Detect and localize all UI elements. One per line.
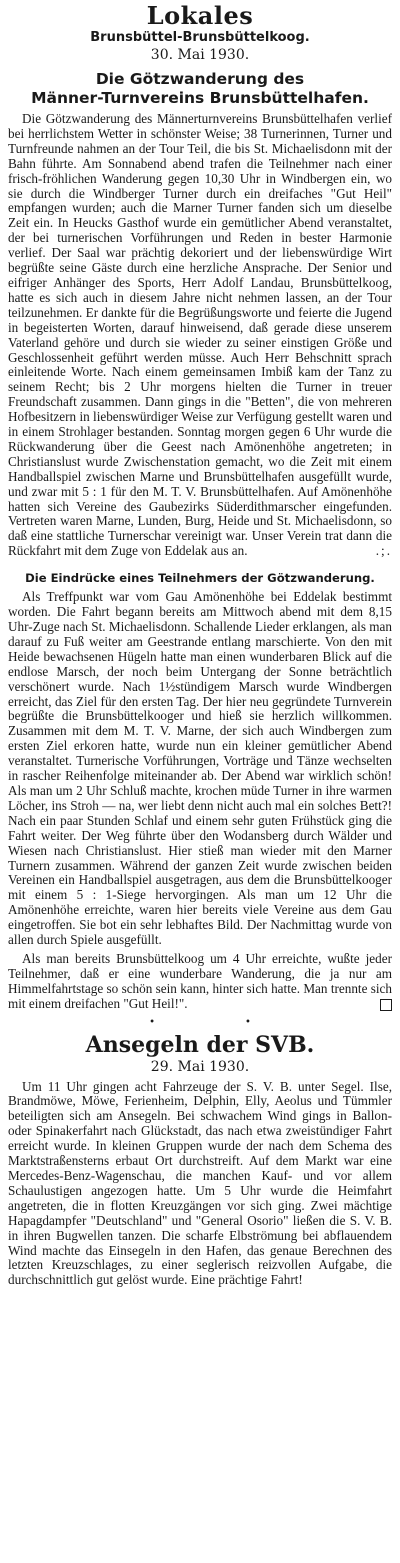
issue-date: 30. Mai 1930. (150, 47, 250, 63)
article-body-text: Die Götzwanderung des Männerturnvereins Brunsbüttelhafen verlief bei herrlichstem Wetter in schönster Weise; 38 Turnerinnen, Turner und Turnfreunde nahmen an der Tour Teil, die bis St. Michaelisdonn mit der Bahn führte. Am Sonnabend abend trafen die Teilnehmer nach einer frisch-fröhlichen Wanderung gegen 10,30 Uhr in Windbergen ein, wo sie durch die Windberger Turner durch ein dreifaches "Gut Heil" empfangen wurden; auch die Marner Turner fanden sich um dieselbe Zeit ein. In Heucks Gasthof wurde ein gemütlicher Abend veranstaltet, der bei turnerischen Vorführungen und Reden in bester Harmonie verlief. Der Saal war prächtig dekoriert und der liebenswürdige Wirt begrüßte seine Gäste durch eine herzliche Ansprache. Der Senior und eifriger Anhänger des Sports, Herr Adolf Landau, Brunsbüttelkoog, hatte es sich auch in diesem Jahre nicht nehmen lassen, an der Tour teilzunehmen. Er dankte für die Begrüßungsworte und feierte die Jugend in begeisterten Worten, darauf hinweisend, daß gerade diese unserem Vaterland gehöre und durch sie wieder zu seiner einstigen Größe und Geschlossenheit geführt werden müsse. Auch Herr Behschnitt sprach einleitende Worte. Nach einem gemeinsamen Imbiß kam der Tanz zu seinem Recht; bis 2 Uhr morgens hielten die Turner in treuer Freundschaft zusammen. Dann gings in die "Betten", die von mehreren Hofbesitzern in liebenswürdiger Weise zur Verfügung gestellt waren und in einem Strohlager bestanden. Sonntag morgen gegen 6 Uhr wurde die Rückwanderung über die Geest nach Amönenhöhe angetreten; in Christianslust wurde Zwischenstation gemacht, wo die Zeit mit einem Handballspiel zwischen Marne und Brunsbüttelhafen ausgefüllt wurde, und zwar mit 5 : 1 für den M. T. V. Brunsbüttelhafen. Auf Amönenhöhe hatten sich Vereine des Gaubezirks Süderdithmarscher eingefunden. Vertreten waren Marne, Lunden, Burg, Heide und St. Michaelisdonn, so daß eine stattliche Turnerschar vereinigt war. Unser Verein trat dann die Rückfahrt mit dem Zuge von Eddelak aus an. (8, 111, 392, 559)
article-goetzwanderung (8, 70, 392, 559)
section-title: Lokales (146, 1, 254, 30)
article-paragraph-closing (8, 952, 392, 1012)
article-date: 29. Mai 1930. (150, 1058, 250, 1075)
dateline: Brunsbüttel-Brunsbüttelkoog. (90, 30, 310, 45)
article-title: Ansegeln der SVB. (85, 1031, 315, 1058)
end-box-icon (380, 999, 392, 1011)
separator-dot-left-icon: • (149, 1016, 155, 1028)
article-subhead: Die Eindrücke eines Teilnehmers der Götzwanderung. (25, 571, 375, 586)
separator-dot-right-icon: • (245, 1016, 251, 1028)
article-body: Um 11 Uhr gingen acht Fahrzeuge der S. V. B. unter Segel. Ilse, Brandmöwe, Möwe, Ferienheim, Delphin, Elly, Aeolus und Tümmler beteiligten sich am Ansegeln. Bei schwachem Wind gings in Ballon- oder Spinakerfahrt nach Glückstadt, das nach etwa zweistündiger Fahrt erreicht wurde. In kleinen Gruppen wurde der nach dem Schema des Marktstraßensterns erbaut Ort durchstreift. Auf dem Markt war eine Mercedes-Benz-Wagenschau, die manchen Kauf- und vor allem Schaulustigen angezogen hatte. Um 5 Uhr wurde die Heimfahrt angetreten, die in flotten Kreuzgängen vor sich ging. Zwei mächtige Hapagdampfer "Deutschland" und "General Osorio" ließen die S. V. B. in ihren Bugwellen tanzen. Die scharfe Elbströmung bei abflauendem Wind machte das Einsegeln in den Hafen, das genaue Berechnen des letzten Kreuzschlages, zu einer seglerisch reizvollen Aufgabe, die durchschnittlich gut gelöst wurde. Eine prächtige Fahrt! (8, 1078, 392, 1288)
section-separator (8, 1018, 392, 1028)
article-headline-line2: Männer-Turnvereins Brunsbüttelhafen. (31, 89, 369, 107)
article-paragraph-text: Als man bereits Brunsbüttelkoog um 4 Uhr erreichte, wußte jeder Teilnehmer, daß er eine wunderbare Wanderung, die ja nur am Himmelfahrtstage so schön sein kann, hinter sich hatte. Man trennte sich mit einem dreifachen "Gut Heil!". (8, 950, 392, 1011)
article-body (8, 112, 392, 559)
trail-mark: .;. (375, 543, 392, 559)
article-eindruecke (8, 571, 392, 1011)
article-headline-line1: Die Götzwanderung des (95, 70, 305, 88)
section-header (8, 2, 392, 64)
article-paragraph: Als Treffpunkt war vom Gau Amönenhöhe bei Eddelak bestimmt worden. Die Fahrt begann bereits am Mittwoch abend mit dem 8,15 Uhr-Zuge nach St. Michaelisdonn. Schallende Lieder erklangen, als man darauf zu Fuß weiter am Geestrande entlang marschierte. Von den mit Heide bewachsenen Hügeln hatte man einen wunderbaren Blick auf die endlose Marsch, der noch beim Untergang der Sonne beträchtlich verschönert wurde. Nach 1½stündigem Marsch wurde Windbergen erreicht, das Ziel für den ersten Tag. Der hier neu gegründete Turnverein begrüßte die Brunsbüttelkooger und hieß sie herzlich willkommen. Zusammen mit dem M. T. V. Marne, der sich auch Windbergen zum ersten Ziel erkoren hatte, wurde nun ein kleiner gemütlicher Abend veranstaltet. Turnerische Vorführungen, Vorträge und Tänze wechselten in rascher Reihenfolge miteinander ab. Der Abend war wirklich schön! Als man um 2 Uhr Schluß machte, krochen müde Turner in ihre warmen Löcher, ins Stroh — na, wer liebt denn nicht auch mal ein solches Bett?! Nach ein paar Stunden Schlaf und einem sehr guten Frühstück ging die Fahrt weiter. Der Weg führte über den Wodansberg durch Wälder und Wiesen nach Christianslust. Hier stieß man wieder mit den Marner Turnern zusammen. Während der ganzen Zeit wurde zwischen beiden Vereinen ein Handballspiel ausgetragen, aus dem die Brunsbüttelkooger mit einem 5 : 1-Siege hervorgingen. Als man um 12 Uhr die Amönenhöhe erreichte, waren hier bereits viele Vereine aus dem Gau eingetroffen. Sie bot ein sehr lebhaftes Bild. Der Nachmittag wurde von allen durch Spiele ausgefüllt. (8, 589, 392, 948)
article-ansegeln (8, 1032, 392, 1289)
